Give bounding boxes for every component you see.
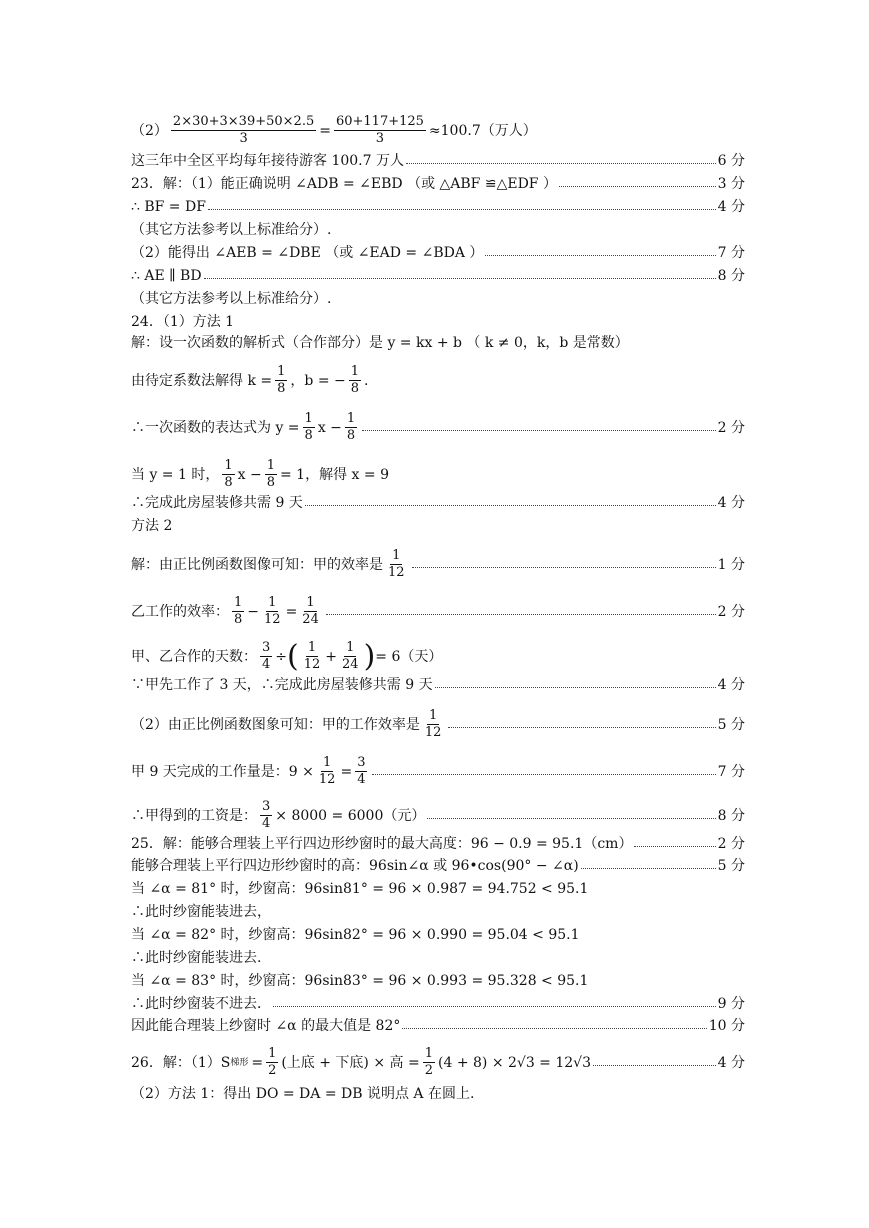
dot-leader: [305, 494, 716, 512]
line-q24-heading: 24．（1）方法 1: [131, 314, 235, 330]
line-q25-83: 当 ∠α = 83° 时，纱窗高：96sin83° = 96 × 0.993 = 95.328 < 95.1: [131, 973, 589, 989]
fraction: $\frac{1}{8}$: [266, 458, 275, 490]
fraction: $\frac{1}{2}$: [424, 1046, 433, 1078]
fraction: $\frac{1}{8}$: [304, 411, 313, 443]
score: 5 分: [717, 858, 745, 874]
dot-leader: [412, 556, 716, 574]
subscript: 梯形: [230, 1057, 249, 1068]
line-q24-2-eff: （2）由正比例函数图象可知：甲的工作效率是 $\frac{1}{12}$ 5 分: [131, 708, 745, 740]
line-q24-days: 甲、乙合作的天数： $\frac{3}{4}$ ÷ ( $\frac{1}{12}$ + $\frac{1}{24}$ ) = 6（天）: [131, 638, 443, 674]
fraction: $\frac{1}{12}$: [388, 548, 405, 580]
score: 4 分: [717, 495, 745, 511]
dot-leader: [208, 198, 716, 216]
score: 8 分: [717, 268, 745, 284]
line-q25-83-result: ∴此时纱窗装不进去． 9 分: [131, 996, 745, 1012]
fraction: $\frac{3}{4}$: [262, 799, 271, 831]
fraction: $\frac{2\times 30+3\times 39+50\times 2.5}{3}$: [172, 114, 315, 146]
dot-leader: [372, 763, 715, 781]
fraction: $\frac{60+117+125}{3}$: [335, 114, 424, 146]
score: 2 分: [717, 836, 745, 852]
dot-leader: [406, 152, 716, 170]
score: 4 分: [717, 199, 745, 215]
score: 2 分: [717, 603, 745, 620]
dot-leader: [427, 807, 715, 825]
line-q25-82-result: ∴此时纱窗能装进去.: [131, 950, 262, 966]
line-q23-note1: （其它方法参考以上标准给分）.: [131, 222, 332, 238]
line-q23-1: 23．解：（1）能正确说明 ∠ADB = ∠EBD （或 △ABF ≌△EDF ） 3 分: [131, 176, 745, 192]
line-q23-note2: （其它方法参考以上标准给分）.: [131, 291, 332, 307]
line-q24-coeffs: 由待定系数法解得 k = $\frac{1}{8}$ ，b = − $\frac{1}{8}$ .: [131, 364, 369, 396]
dot-leader: [485, 244, 715, 262]
score: 4 分: [717, 677, 745, 693]
line-q25-2: 能够合理装上平行四边形纱窗时的高：96sin∠α 或 96•cos(90° − ∠α) 5 分: [131, 858, 745, 874]
left-paren: (: [287, 638, 299, 674]
dot-leader: [634, 835, 715, 853]
line-tourist-average-calc: （2） $\frac{2\times 30+3\times 39+50\times 2.5}{3}$ = $\frac{60+117+125}{3}$ ≈100.7（万人）: [131, 114, 537, 146]
fraction: $\frac{1}{8}$: [350, 364, 360, 396]
score: 4 分: [717, 1054, 745, 1071]
line-q24-expression: ∴一次函数的表达式为 y = $\frac{1}{8}$ x − $\frac{1}{8}$ 2 分: [131, 411, 745, 443]
line-q26-1: 26．解：（1）S 梯形 = $\frac{1}{2}$ (上底 + 下底) × 高 = $\frac{1}{2}$ (4 + 8) × 2√3 = 12√3 4 分: [131, 1046, 745, 1078]
fraction: $\frac{1}{8}$: [277, 364, 286, 396]
line-q25-82: 当 ∠α = 82° 时，纱窗高：96sin82° = 96 × 0.990 = 95.04 < 95.1: [131, 927, 580, 943]
dot-leader: [362, 419, 715, 437]
line-q26-2: （2）方法 1：得出 DO = DA = DB 说明点 A 在圆上.: [131, 1086, 475, 1102]
fraction: $\frac{1}{12}$: [264, 595, 281, 627]
fraction: $\frac{3}{4}$: [357, 755, 366, 787]
fraction: $\frac{1}{8}$: [234, 595, 243, 627]
score: 10 分: [708, 1018, 745, 1034]
line-q25-81: 当 ∠α = 81° 时，纱窗高：96sin81° = 96 × 0.987 = 94.752 < 95.1: [131, 881, 589, 897]
fraction: $\frac{1}{2}$: [268, 1046, 277, 1078]
line-q24-2-wage: ∴甲得到的工资是： $\frac{3}{4}$ × 8000 = 6000（元） 8 分: [131, 799, 745, 831]
score: 7 分: [717, 245, 745, 261]
dot-leader: [581, 857, 716, 875]
score: 5 分: [717, 716, 745, 733]
right-paren: ): [363, 638, 376, 674]
dot-leader: [402, 1017, 706, 1035]
score: 9 分: [717, 996, 745, 1012]
score: 1 分: [717, 556, 745, 573]
score: 2 分: [717, 419, 745, 436]
line-q23-4: ∴ AE ∥ BD 8 分: [131, 268, 745, 284]
line-q23-3: （2）能得出 ∠AEB = ∠DBE （或 ∠EAD = ∠BDA ） 7 分: [131, 245, 745, 261]
fraction: $\frac{1}{12}$: [318, 755, 336, 787]
fraction: $\frac{1}{24}$: [342, 640, 359, 672]
score: 6 分: [717, 153, 745, 169]
fraction: $\frac{1}{24}$: [302, 595, 319, 627]
line-q24-solve: 当 y = 1 时， $\frac{1}{8}$ x − $\frac{1}{8}$ = 1，解得 x = 9: [131, 458, 389, 490]
prefix: （2）: [131, 122, 168, 139]
dot-leader: [326, 603, 716, 621]
fraction: $\frac{3}{4}$: [262, 640, 271, 672]
line-q25-conclusion: 因此能合理装上纱窗时 ∠α 的最大值是 82° 10 分: [131, 1018, 745, 1034]
line-q24-conclusion2: ∵甲先工作了 3 天，∴完成此房屋装修共需 9 天 4 分: [131, 677, 745, 693]
line-q24-2-work: 甲 9 天完成的工作量是：9 × $\frac{1}{12}$ = $\frac{3}{4}$ 7 分: [131, 755, 745, 787]
line-q24-setup: 解：设一次函数的解析式（合作部分）是 y = kx + b （ k ≠ 0，k，b 是常数）: [131, 335, 629, 351]
score: 7 分: [717, 763, 745, 780]
line-q25-81-result: ∴此时纱窗能装进去，: [131, 904, 271, 920]
line-q24-eff-b: 乙工作的效率： $\frac{1}{8}$ − $\frac{1}{12}$ = $\frac{1}{24}$ 2 分: [131, 595, 745, 627]
line-q24-conclusion1: ∴完成此房屋装修共需 9 天 4 分: [131, 495, 745, 511]
line-q24-method2: 方法 2: [131, 518, 173, 534]
dot-leader: [204, 267, 716, 285]
fraction: $\frac{1}{8}$: [224, 458, 233, 490]
fraction: $\frac{1}{12}$: [303, 640, 321, 672]
fraction: $\frac{1}{8}$: [346, 411, 356, 443]
dot-leader: [273, 995, 716, 1013]
score: 8 分: [717, 807, 745, 824]
dot-leader: [593, 1054, 716, 1072]
dot-leader: [559, 175, 716, 193]
line-q23-2: ∴ BF = DF 4 分: [131, 199, 745, 215]
dot-leader: [435, 676, 716, 694]
line-q24-eff-a: 解：由正比例函数图像可知：甲的效率是 $\frac{1}{12}$ 1 分: [131, 548, 745, 580]
dot-leader: [448, 716, 715, 734]
line-tourist-average: 这三年中全区平均每年接待游客 100.7 万人 6 分: [131, 153, 745, 169]
line-q25-1: 25．解：能够合理装上平行四边形纱窗时的最大高度：96 − 0.9 = 95.1（cm） 2 分: [131, 836, 745, 852]
fraction: $\frac{1}{12}$: [424, 708, 442, 740]
score: 3 分: [717, 176, 745, 192]
